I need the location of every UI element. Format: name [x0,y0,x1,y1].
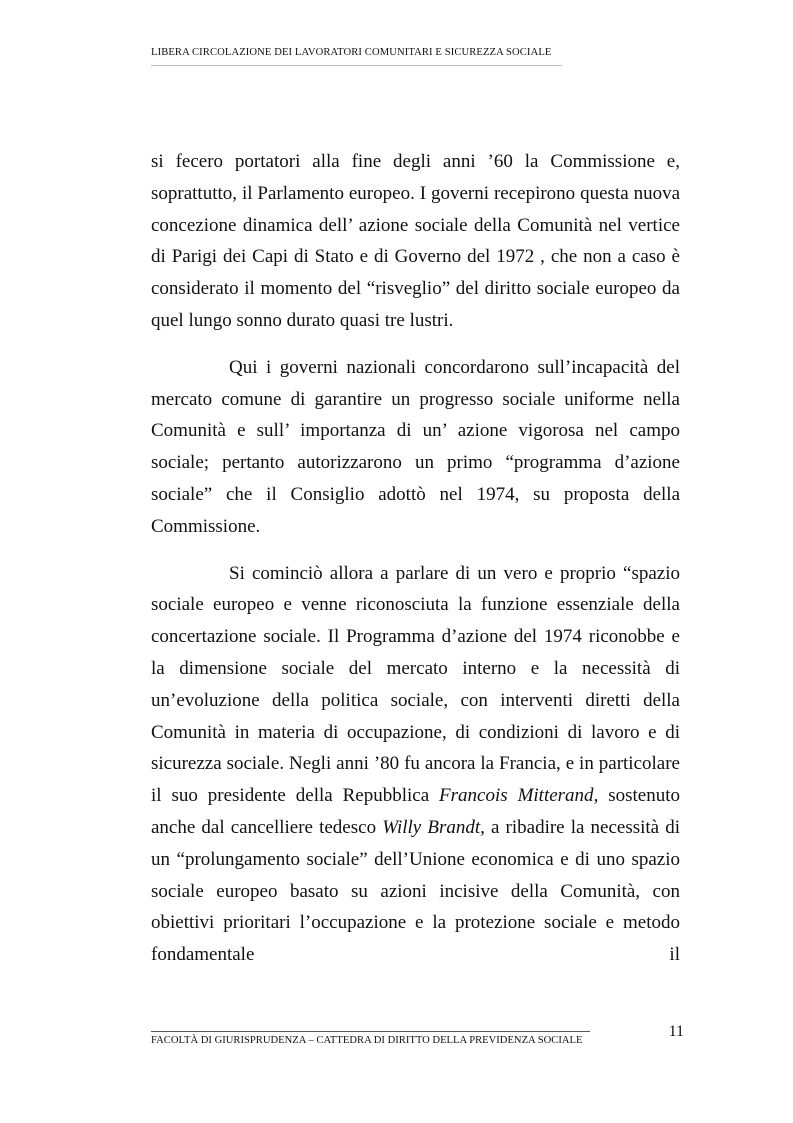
paragraph-1: si fecero portatori alla fine degli anni ’60 la Commissione e, soprattutto, il Parlamento europeo. I governi recepirono questa nuova concezione dinamica dell’ azione sociale della Comunità nel vertice di Parigi dei Capi di Stato e di Governo del 1972 , che non a caso è considerato il momento del “risveglio” del diritto sociale europeo da quel lungo sonno durato quasi tre lustri. [151,151,680,331]
paragraph-2: Qui i governi nazionali concordarono sull’incapacità del mercato comune di garantire un progresso sociale uniforme nella Comunità e sull’ importanza di un’ azione vigorosa nel campo sociale; pertanto autorizzarono un primo “programma d’azione sociale” che il Consiglio adottò nel 1974, su proposta della Commissione. [151,356,680,537]
header-divider [151,65,562,66]
person-name-mitterand: Francois Mitterand [439,785,594,807]
page-number: 11 [668,1023,684,1040]
page-body [151,146,680,971]
paragraph-3-text-c: a ribadire la necessità di un “prolungamento sociale” dell’Unione economica e di uno spazio sociale europeo basato su azioni incisive della Comunità, con obiettivi prioritari l’occupazione e la protezione sociale e metodo fondamentale il [151,816,680,966]
running-header: LIBERA CIRCOLAZIONE DEI LAVORATORI COMUNITARI E SICUREZZA SOCIALE [151,47,552,58]
footer-divider [151,1031,590,1032]
paragraph-3 [151,558,680,971]
paragraph-3-text-b: , sostenuto anche dal cancelliere tedesco [151,785,681,838]
paragraph-3-text-a: Si cominciò allora a parlare di un vero e proprio “spazio sociale europeo e venne riconosciuta la funzione essenziale della concertazione sociale. Il Programma d’azione del 1974 riconobbe e la dimensione sociale del mercato interno e la necessità di un’evoluzione della politica sociale, con interventi diretti della Comunità in materia di occupazione, di condizioni di lavoro e di sicurezza sociale. Negli anni ’80 fu ancora la Francia, e in particolare il suo presidente della Repubblica [151,562,680,807]
running-footer: FACOLTÀ DI GIURISPRUDENZA – CATTEDRA DI DIRITTO DELLA PREVIDENZA SOCIALE [151,1035,583,1046]
person-name-brandt: Willy Brandt, [382,816,485,838]
